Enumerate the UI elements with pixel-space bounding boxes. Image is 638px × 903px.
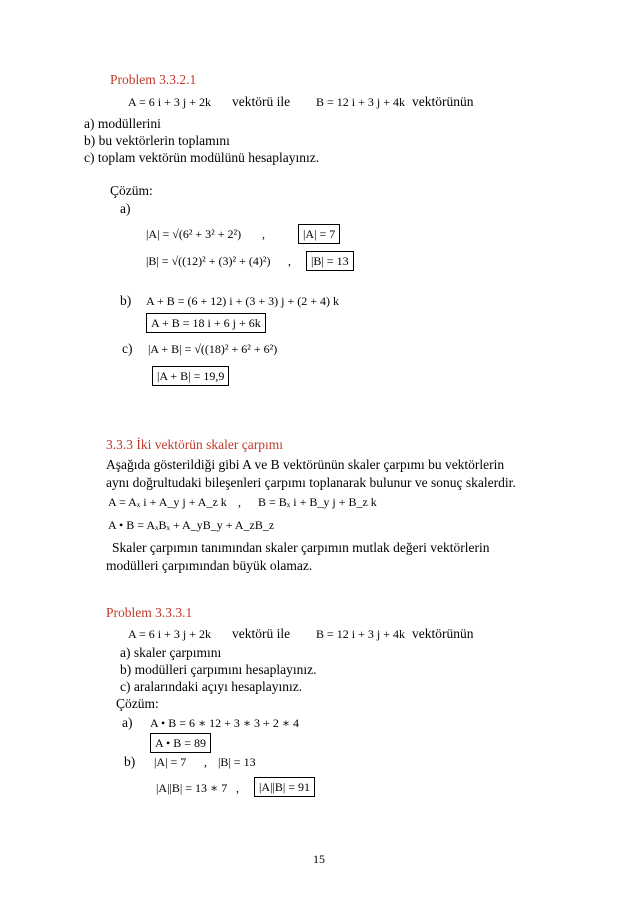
statement-text: vektörünün: [412, 626, 474, 641]
modulus-product-result: |A||B| = 91: [254, 777, 315, 797]
modulus-a-result: |A| = 7: [298, 224, 340, 244]
task-item: c) toplam vektörün modülünü hesaplayınız.: [84, 150, 320, 165]
section-title: 3.3.3 İki vektörün skaler çarpımı: [106, 437, 283, 452]
problem-title: Problem 3.3.3.1: [106, 605, 193, 620]
task-item: a) modüllerini: [84, 116, 161, 131]
task-item: c) aralarındaki açıyı hesaplayınız.: [120, 679, 303, 694]
separator: ,: [288, 254, 291, 268]
modulus-b-result: |B| = 13: [306, 251, 354, 271]
separator: ,: [204, 755, 207, 769]
sum-result: A + B = 18 i + 6 j + 6k: [146, 313, 266, 333]
task-item: b) bu vektörlerin toplamını: [84, 133, 230, 148]
task-item: a) skaler çarpımını: [120, 645, 222, 660]
separator: ,: [238, 495, 241, 509]
paragraph-line: modülleri çarpımından büyük olamaz.: [106, 558, 313, 573]
task-item: b) modülleri çarpımını hesaplayınız.: [120, 662, 317, 677]
vector-a-components: A = Aₓ i + A_y j + A_z k: [108, 495, 227, 509]
modulus-sum-result: |A + B| = 19,9: [152, 366, 229, 386]
paragraph-line: Skaler çarpımın tanımından skaler çarpımın mutlak değeri vektörlerin: [112, 540, 490, 555]
dot-product-expression: A • B = 6 ∗ 12 + 3 ∗ 3 + 2 ∗ 4: [150, 716, 299, 730]
part-label: a): [120, 201, 131, 216]
modulus-sum-expression: |A + B| = √((18)² + 6² + 6²): [148, 342, 278, 356]
modulus-product-expression: |A||B| = 13 ∗ 7: [156, 781, 228, 795]
modulus-b-value: |B| = 13: [218, 755, 256, 769]
part-label: b): [120, 293, 132, 308]
vector-b-components: B = Bₓ i + B_y j + B_z k: [258, 495, 377, 509]
modulus-a-expression: |A| = √(6² + 3² + 2²): [146, 227, 242, 241]
vector-a-definition: A = 6 i + 3 j + 2k: [128, 95, 211, 109]
separator: ,: [262, 227, 265, 241]
modulus-b-expression: |B| = √((12)² + (3)² + (4)²): [146, 254, 271, 268]
part-label: b): [124, 754, 136, 769]
statement-text: vektörü ile: [232, 94, 291, 109]
vector-a-definition: A = 6 i + 3 j + 2k: [128, 627, 211, 641]
dot-product-result: A • B = 89: [150, 733, 211, 753]
paragraph-line: Aşağıda gösterildiği gibi A ve B vektörünün skaler çarpımı bu vektörlerin: [106, 457, 505, 472]
paragraph-line: aynı doğrultudaki bileşenleri çarpımı toplanarak bulunur ve sonuç skalerdir.: [106, 475, 516, 490]
solution-label: Çözüm:: [110, 183, 153, 198]
modulus-a-value: |A| = 7: [154, 755, 187, 769]
page-number: 15: [313, 852, 325, 866]
problem-title: Problem 3.3.2.1: [110, 72, 197, 87]
sum-expression: A + B = (6 + 12) i + (3 + 3) j + (2 + 4) k: [146, 294, 340, 308]
statement-text: vektörünün: [412, 94, 474, 109]
dot-product-formula: A • B = AₓBₓ + A_yB_y + A_zB_z: [108, 518, 275, 532]
statement-text: vektörü ile: [232, 626, 291, 641]
solution-label: Çözüm:: [116, 696, 159, 711]
part-label: c): [122, 341, 133, 356]
separator: ,: [236, 781, 239, 795]
part-label: a): [122, 715, 133, 730]
vector-b-definition: B = 12 i + 3 j + 4k: [316, 627, 405, 641]
vector-b-definition: B = 12 i + 3 j + 4k: [316, 95, 405, 109]
